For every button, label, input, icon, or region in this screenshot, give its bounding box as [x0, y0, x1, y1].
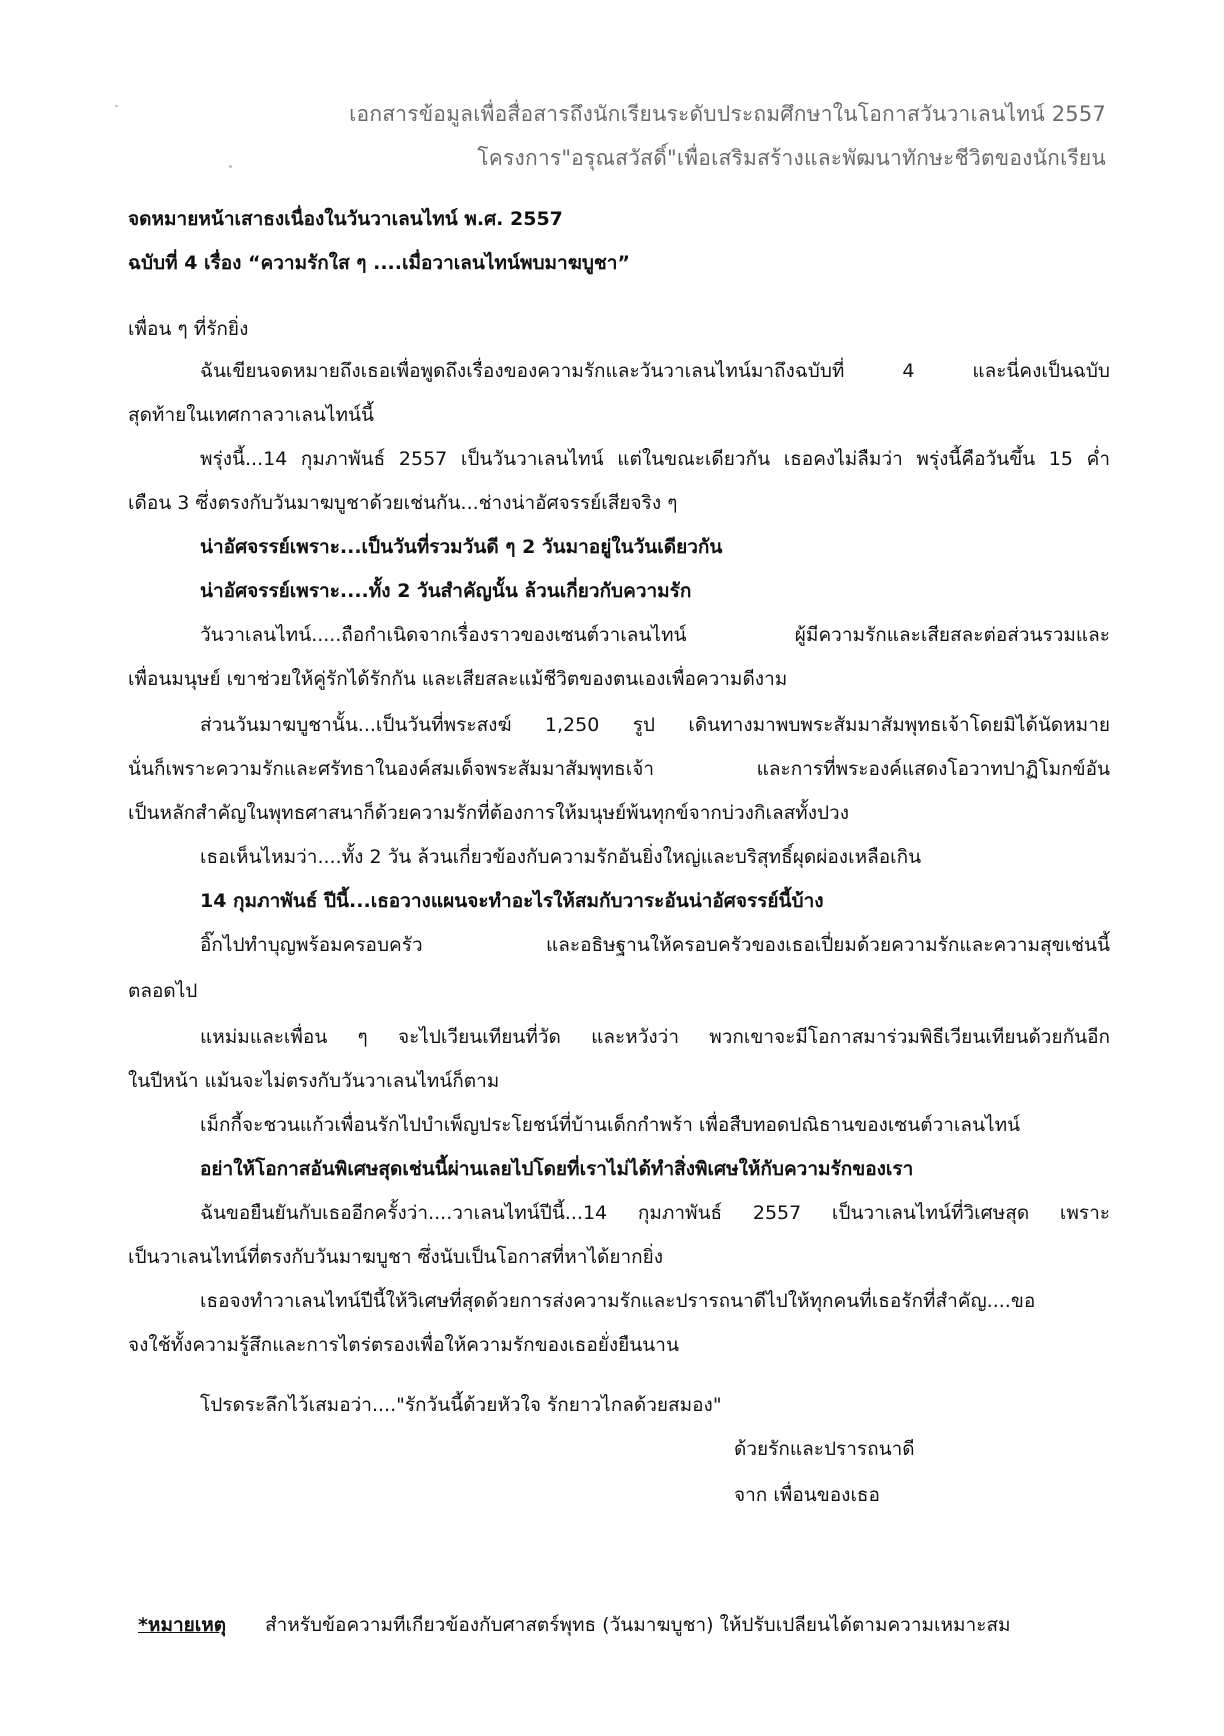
footnote-label: *หมายเหตุ: [138, 1614, 227, 1636]
paragraph-3-line-1: วันวาเลนไทน์.....ถือกำเนิดจากเรื่องราวของเซนต์วาเลนไทน์ ผู้มีความรักและเสียสละต่อส่วนรวมและ: [200, 624, 1110, 646]
emphasis-line-3: 14 กุมภาพันธ์ ปีนี้...เธอวางแผนจะทำอะไรให้สมกับวาระอันน่าอัศจรรย์นี้บ้าง: [200, 890, 824, 912]
paragraph-4-line-1: ส่วนวันมาฆบูชานั้น...เป็นวันที่พระสงฆ์ 1,250 รูป เดินทางมาพบพระสัมมาสัมพุทธเจ้าโดยมิได้นัดหมาย: [200, 714, 1110, 736]
paragraph-1-line-1: ฉันเขียนจดหมายถึงเธอเพื่อพูดถึงเรื่องของความรักและวันวาเลนไทน์มาถึงฉบับที่ 4 และนี่คงเป็นฉบับ: [200, 360, 1110, 382]
paragraph-7-line-1: แหม่มและเพื่อน ๆ จะไปเวียนเทียนที่วัด และหวังว่า พวกเขาจะมีโอกาสมาร่วมพิธีเวียนเทียนด้วยกันอีก: [200, 1026, 1110, 1048]
paragraph-9-line-2: เป็นวาเลนไทน์ที่ตรงกับวันมาฆบูชา ซึ่งนับเป็นโอกาสที่หาได้ยากยิ่ง: [128, 1246, 664, 1268]
greeting: เพื่อน ๆ ที่รักยิ่ง: [128, 318, 249, 340]
header-line-1: เอกสารข้อมูลเพื่อสื่อสารถึงนักเรียนระดับประถมศึกษาในโอกาสวันวาเลนไทน์ 2557: [349, 102, 1106, 126]
emphasis-line-4: อย่าให้โอกาสอันพิเศษสุดเช่นนี้ผ่านเลยไปโดยที่เราไม่ได้ทำสิ่งพิเศษให้กับความรักของเรา: [200, 1158, 914, 1180]
closing-line-1: ด้วยรักและปรารถนาดี: [734, 1438, 915, 1460]
letter-title: จดหมายหน้าเสาธงเนื่องในวันวาเลนไทน์ พ.ศ. 2557: [128, 208, 563, 230]
paragraph-2-line-2: เดือน 3 ซึ่งตรงกับวันมาฆบูชาด้วยเช่นกัน...ช่างน่าอัศจรรย์เสียจริง ๆ: [128, 492, 678, 514]
paragraph-3-line-2: เพื่อนมนุษย์ เขาช่วยให้คู่รักได้รักกัน และเสียสละแม้ชีวิตของตนเองเพื่อความดีงาม: [128, 668, 788, 690]
paragraph-4-line-2: นั่นก็เพราะความรักและศรัทธาในองค์สมเด็จพระสัมมาสัมพุทธเจ้า และการที่พระองค์แสดงโอวาทปาฏิโมกข์อัน: [128, 758, 1110, 780]
paragraph-6-line-1: อิ๊กไปทำบุญพร้อมครอบครัว และอธิษฐานให้ครอบครัวของเธอเปี่ยมด้วยความรักและความสุขเช่นนี้: [200, 934, 1110, 956]
paragraph-9-line-1: ฉันขอยืนยันกับเธออีกครั้งว่า....วาเลนไทน์ปีนี้...14 กุมภาพันธ์ 2557 เป็นวาเลนไทน์ที่วิเศษสุด เพราะ: [200, 1202, 1110, 1224]
paragraph-10-line-2: จงใช้ทั้งความรู้สึกและการไตร่ตรองเพื่อให้ความรักของเธอยั่งยืนนาน: [128, 1334, 679, 1356]
closing-line-2: จาก เพื่อนของเธอ: [734, 1484, 880, 1506]
paragraph-2-line-1: พรุ่งนี้...14 กุมภาพันธ์ 2557 เป็นวันวาเลนไทน์ แต่ในขณะเดียวกัน เธอคงไม่ลืมว่า พรุ่งนี้คือวันขึ้น 15 ค่ำ: [200, 448, 1110, 470]
paragraph-1-line-2: สุดท้ายในเทศกาลวาเลนไทน์นี้: [128, 404, 374, 426]
emphasis-line-2: น่าอัศจรรย์เพราะ....ทั้ง 2 วันสำคัญนั้น ล้วนเกี่ยวกับความรัก: [200, 580, 692, 602]
scan-speck: [229, 165, 232, 168]
emphasis-line-1: น่าอัศจรรย์เพราะ...เป็นวันที่รวมวันดี ๆ 2 วันมาอยู่ในวันเดียวกัน: [200, 536, 723, 558]
scan-speck: [115, 105, 118, 107]
paragraph-6-line-2: ตลอดไป: [128, 980, 198, 1002]
paragraph-5-line-1: เธอเห็นไหมว่า....ทั้ง 2 วัน ล้วนเกี่ยวข้องกับความรักอันยิ่งใหญ่และบริสุทธิ์ผุดผ่องเหลือเกิน: [200, 846, 922, 868]
paragraph-8-line-1: เม็กกี้จะชวนแก้วเพื่อนรักไปบำเพ็ญประโยชน์ที่บ้านเด็กกำพร้า เพื่อสืบทอดปณิธานของเซนต์วาเลนไทน์: [200, 1114, 1021, 1136]
paragraph-10-line-1: เธอจงทำวาเลนไทน์ปีนี้ให้วิเศษที่สุดด้วยการส่งความรักและปรารถนาดีไปให้ทุกคนที่เธอรักที่สำคัญ....ขอ: [200, 1290, 1036, 1312]
paragraph-4-line-3: เป็นหลักสำคัญในพุทธศาสนาก็ด้วยความรักที่ต้องการให้มนุษย์พ้นทุกข์จากบ่วงกิเลสทั้งปวง: [128, 802, 849, 824]
closing-quote: โปรดระลึกไว้เสมอว่า...."รักวันนี้ด้วยหัวใจ รักยาวไกลด้วยสมอง": [200, 1394, 722, 1416]
paragraph-7-line-2: ในปีหน้า แม้นจะไม่ตรงกับวันวาเลนไทน์ก็ตาม: [128, 1070, 500, 1092]
header-line-2: โครงการ"อรุณสวัสดิ์"เพื่อเสริมสร้างและพัฒนาทักษะชีวิตของนักเรียน: [477, 146, 1106, 170]
footnote-text: สำหรับข้อความที่เกี่ยวข้องกับศาสตร์พุทธ (วันมาฆบูชา) ให้ปรับเปลี่ยนได้ตามความเหมาะสม: [265, 1614, 1011, 1636]
letter-subtitle: ฉบับที่ 4 เรื่อง “ความรักใส ๆ ....เมื่อวาเลนไทน์พบมาฆบูชา”: [128, 252, 630, 274]
